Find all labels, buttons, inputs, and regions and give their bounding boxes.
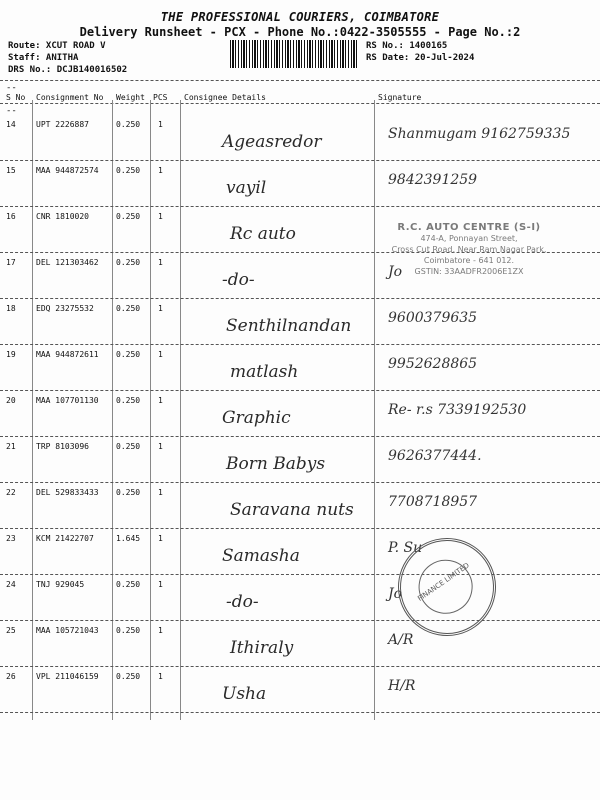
row-divider [0,436,600,437]
row-consignment: MAA 944872611 [36,350,99,359]
header-divider-top [0,80,600,81]
row-sno: 26 [6,672,16,681]
table-row [0,162,600,208]
row-weight: 0.250 [116,396,141,405]
dash-marker-bottom: -- [6,106,17,116]
table-row [0,622,600,668]
row-consignment: MAA 107701130 [36,396,99,405]
rs-date: RS Date: 20-Jul-2024 [366,53,475,63]
consignee-handwriting: Ageasredor [222,132,322,152]
row-sno: 24 [6,580,16,589]
row-sno: 22 [6,488,16,497]
signature-handwriting: Shanmugam 9162759335 [388,126,571,142]
col-consignee: Consignee Details [184,93,266,102]
consignee-handwriting: Born Babys [226,454,326,474]
col-weight: Weight [116,93,145,102]
row-weight: 1.645 [116,534,141,543]
table-row [0,668,600,714]
stamp-line: R.C. AUTO CENTRE (S-I) [397,222,541,233]
table-row [0,116,600,162]
row-pcs: 1 [158,212,163,221]
row-sno: 25 [6,626,16,635]
signature-handwriting: 9626377444. [388,448,482,464]
row-weight: 0.250 [116,120,141,129]
row-pcs: 1 [158,166,163,175]
stamp-line: Cross Cut Road, Near Ram Nagar Park, [391,245,547,254]
runsheet-subtitle: Delivery Runsheet - PCX - Phone No.:0422-3505555 - Page No.:2 [79,25,521,39]
consignee-handwriting: matlash [230,362,299,382]
row-consignment: MAA 944872574 [36,166,99,175]
signature-handwriting: 7708718957 [388,494,478,510]
row-sno: 17 [6,258,16,267]
row-divider [0,206,600,207]
consignee-handwriting: -do- [226,592,259,612]
dash-marker-top: -- [6,83,17,93]
row-pcs: 1 [158,258,163,267]
consignee-handwriting: vayil [226,178,267,198]
row-sno: 20 [6,396,16,405]
row-weight: 0.250 [116,442,141,451]
row-weight: 0.250 [116,166,141,175]
signature-handwriting: Re- r.s 7339192530 [388,402,527,418]
row-consignment: VPL 211046159 [36,672,99,681]
consignee-handwriting: Usha [222,684,267,704]
consignee-handwriting: Graphic [222,408,291,428]
row-sno: 19 [6,350,16,359]
row-divider [0,712,600,713]
signature-handwriting: 9600379635 [388,310,478,326]
row-weight: 0.250 [116,580,141,589]
row-divider [0,620,600,621]
row-consignment: EDQ 23275532 [36,304,94,313]
stamp-line: GSTIN: 33AADFR2006E1ZX [414,267,524,276]
row-sno: 23 [6,534,16,543]
row-sno: 15 [6,166,16,175]
consignee-handwriting: Saravana nuts [230,500,354,520]
row-divider [0,528,600,529]
row-weight: 0.250 [116,488,141,497]
company-title: THE PROFESSIONAL COURIERS, COIMBATORE [160,10,440,24]
row-consignment: UPT 2226887 [36,120,89,129]
col-pcs: PCS [153,93,168,102]
row-sno: 16 [6,212,16,221]
header-divider-bottom [0,103,600,104]
row-sno: 18 [6,304,16,313]
row-weight: 0.250 [116,212,141,221]
row-sno: 21 [6,442,16,451]
row-divider [0,666,600,667]
signature-handwriting: Jo [388,264,403,280]
row-sno: 14 [6,120,16,129]
stamp-line: 474-A, Ponnayan Street, [420,234,518,243]
row-consignment: TRP 8103096 [36,442,89,451]
signature-handwriting: 9842391259 [388,172,478,188]
row-weight: 0.250 [116,258,141,267]
row-divider [0,482,600,483]
consignee-handwriting: Rc auto [230,224,296,244]
barcode [230,40,358,68]
rs-number: RS No.: 1400165 [366,41,448,51]
row-consignment: CNR 1810020 [36,212,89,221]
row-pcs: 1 [158,580,163,589]
row-pcs: 1 [158,534,163,543]
drs-number: DRS No.: DCJB140016502 [8,65,128,75]
signature-handwriting: 9952628865 [388,356,478,372]
stamp-line: Coimbatore - 641 012. [423,256,515,265]
row-consignment: KCM 21422707 [36,534,94,543]
row-consignment: MAA 105721043 [36,626,99,635]
consignee-handwriting: Senthilnandan [226,316,352,336]
round-stamp-text: FINANCE LIMITED [416,561,471,603]
row-pcs: 1 [158,488,163,497]
row-consignment: DEL 121303462 [36,258,99,267]
row-pcs: 1 [158,120,163,129]
consignee-handwriting: Ithiraly [230,638,294,658]
table-row [0,484,600,530]
table-row [0,392,600,438]
row-pcs: 1 [158,442,163,451]
signature-handwriting: P. Su [388,540,423,556]
row-divider [0,344,600,345]
table-row [0,530,600,576]
rc-auto-stamp [378,222,560,292]
consignee-handwriting: -do- [222,270,255,290]
col-consignment: Consignment No [36,93,104,102]
table-row [0,300,600,346]
row-divider [0,390,600,391]
table-row [0,576,600,622]
row-pcs: 1 [158,672,163,681]
row-divider [0,298,600,299]
signature-handwriting: H/R [388,678,416,694]
table-row [0,438,600,484]
consignee-handwriting: Samasha [222,546,300,566]
row-weight: 0.250 [116,672,141,681]
signature-handwriting: Jo [388,586,403,602]
row-divider [0,574,600,575]
row-weight: 0.250 [116,350,141,359]
row-pcs: 1 [158,350,163,359]
staff-label: Staff: ANITHA [8,53,79,63]
table-row [0,346,600,392]
row-divider [0,160,600,161]
col-sno: S No [6,93,26,102]
col-signature: Signature [378,93,422,102]
row-weight: 0.250 [116,626,141,635]
row-weight: 0.250 [116,304,141,313]
row-pcs: 1 [158,626,163,635]
route-label: Route: XCUT ROAD V [8,41,106,51]
row-consignment: TNJ 929045 [36,580,85,589]
signature-handwriting: A/R [388,632,414,648]
row-pcs: 1 [158,304,163,313]
row-pcs: 1 [158,396,163,405]
row-consignment: DEL 529833433 [36,488,99,497]
